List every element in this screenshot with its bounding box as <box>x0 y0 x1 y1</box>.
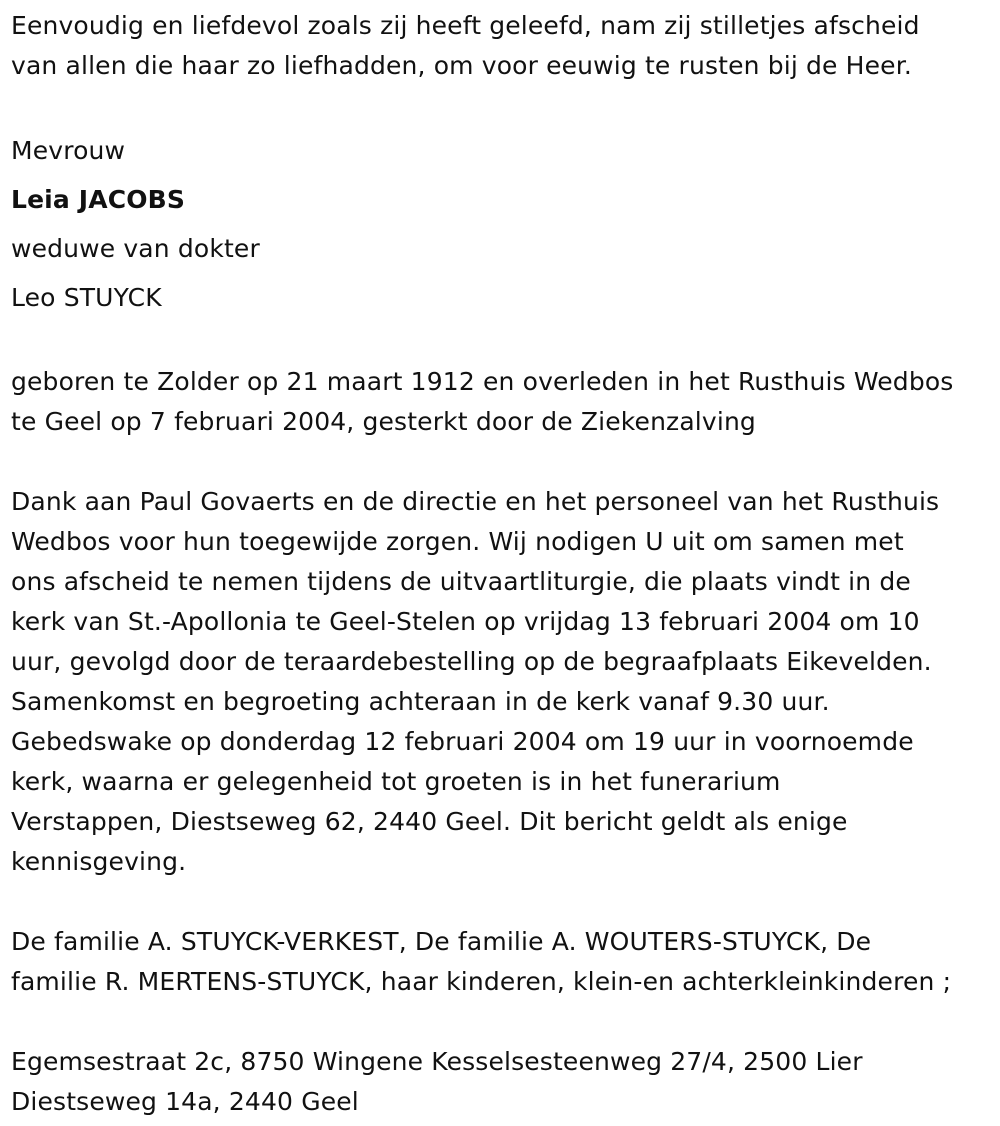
addresses-text: Egemsestraat 2c, 8750 Wingene Kesselsesteenweg 27/4, 2500 Lier Diestseweg 14a, 2440 Geel <box>11 1047 863 1116</box>
spacer <box>11 86 990 126</box>
deceased-name: Leia JACOBS <box>11 185 185 214</box>
spacer <box>11 442 990 482</box>
relation-text: weduwe van dokter <box>11 234 260 263</box>
family-text: De familie A. STUYCK-VERKEST, De familie A. WOUTERS-STUYCK, De familie R. MERTENS-STUYCK, haar kinderen, klein-en achterkleinkinderen ; <box>11 927 952 996</box>
intro-text: Eenvoudig en liefdevol zoals zij heeft geleefd, nam zij stilletjes afscheid van allen die haar zo liefhadden, om voor eeuwig te rusten bij de Heer. <box>11 11 920 80</box>
details-text: Dank aan Paul Govaerts en de directie en het personeel van het Rusthuis Wedbos voor hun toegewijde zorgen. Wij nodigen U uit om samen met ons afscheid te nemen tijdens de uitvaartliturgie, die plaats vindt in de kerk van St.-Apollonia te Geel-Stelen op vrijdag 13 februari 2004 om 10 uur, gevolgd door de teraardebestelling op de begraafplaats Eikevelden. Samenkomst en begroeting achteraan in de kerk vanaf 9.30 uur. Gebedswake op donderdag 12 februari 2004 om 19 uur in voornoemde kerk, waarna er gelegenheid tot groeten is in het funerarium Verstappen, Diestseweg 62, 2440 Geel. Dit bericht geldt als enige kennisgeving. <box>11 487 940 876</box>
spacer <box>11 882 990 922</box>
spouse-name: Leo STUYCK <box>11 283 162 312</box>
salutation: Mevrouw <box>11 136 126 165</box>
birth-death-text: geboren te Zolder op 21 maart 1912 en overleden in het Rusthuis Wedbos te Geel op 7 februari 2004, gesterkt door de Ziekenzalving <box>11 367 954 436</box>
spacer <box>11 322 990 362</box>
spacer <box>11 1002 990 1042</box>
